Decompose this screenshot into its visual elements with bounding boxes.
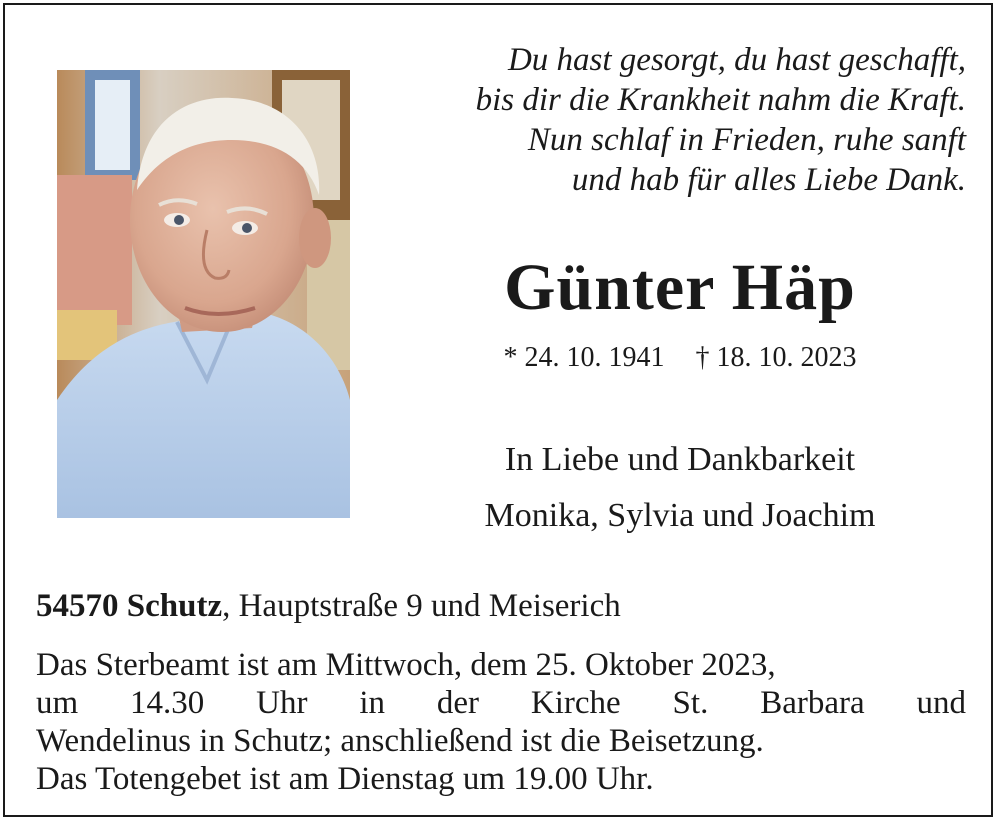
life-dates — [380, 340, 980, 376]
service-line: Das Sterbeamt ist am Mittwoch, dem 25. Oktober 2023, — [36, 647, 776, 683]
service-line: Wendelinus in Schutz; anschließend ist die Beisetzung. — [36, 723, 764, 759]
poem-line: Du hast gesorgt, du hast geschafft, — [507, 42, 966, 78]
deceased-name: Günter Häp — [504, 251, 856, 324]
death-date: † 18. 10. 2023 — [695, 342, 857, 373]
family-address — [36, 586, 621, 626]
service-line: um 14.30 Uhr in der Kirche St. Barbara und — [36, 685, 966, 721]
mourners-names: Monika, Sylvia und Joachim — [484, 497, 876, 534]
portrait-photo — [57, 70, 350, 518]
tribute-line: In Liebe und Dankbarkeit — [504, 441, 856, 478]
address-street: , Hauptstraße 9 und Meiserich — [222, 588, 621, 624]
tribute-block — [380, 432, 980, 544]
service-line: Das Totengebet ist am Dienstag um 19.00 Uhr. — [36, 761, 654, 797]
service-details — [36, 646, 966, 798]
poem-line: Nun schlaf in Frieden, ruhe sanft — [527, 122, 966, 158]
poem-line: und hab für alles Liebe Dank. — [571, 162, 966, 198]
birth-date: * 24. 10. 1941 — [503, 342, 665, 373]
poem-verse — [366, 40, 966, 200]
poem-line: bis dir die Krankheit nahm die Kraft. — [475, 82, 966, 118]
address-city: 54570 Schutz — [36, 588, 223, 624]
